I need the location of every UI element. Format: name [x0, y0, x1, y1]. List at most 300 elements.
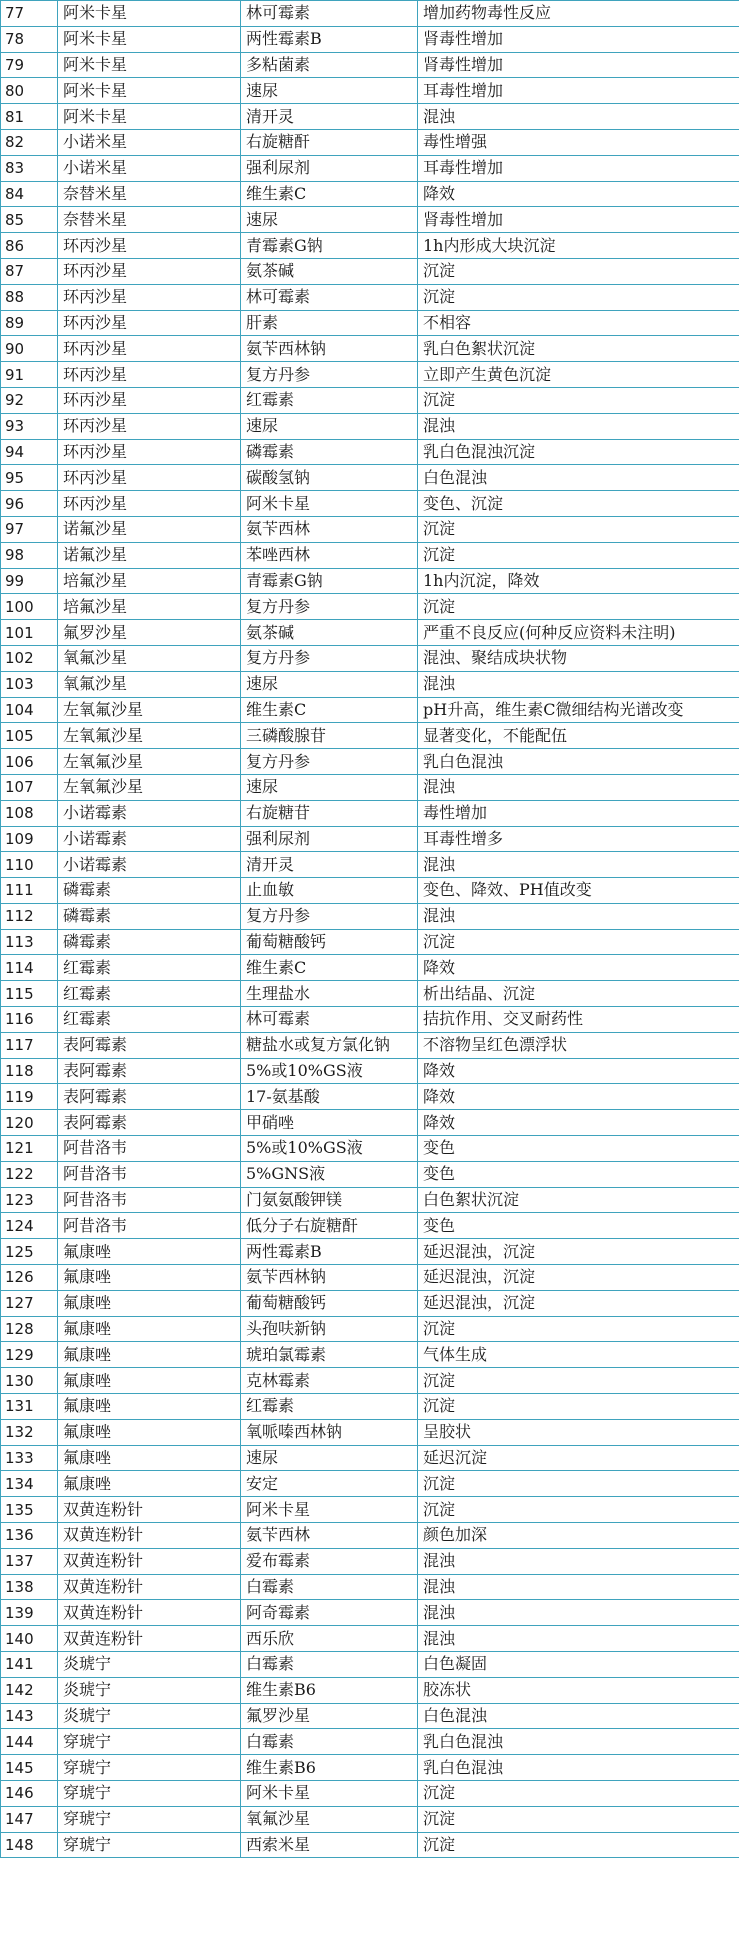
table-row [1, 439, 739, 465]
drug-name-cell: 红霉素 [58, 1007, 241, 1033]
row-number-cell: 102 [1, 645, 58, 671]
incompatible-drug-cell: 氨苄西林钠 [241, 336, 418, 362]
result-cell: 变色、沉淀 [418, 491, 739, 517]
drug-name-cell: 培氟沙星 [58, 594, 241, 620]
table-row [1, 1, 739, 27]
drug-name-cell: 穿琥宁 [58, 1755, 241, 1781]
table-row [1, 1755, 739, 1781]
drug-name-cell: 表阿霉素 [58, 1110, 241, 1136]
result-cell: 颜色加深 [418, 1523, 739, 1549]
drug-name-cell: 穿琥宁 [58, 1832, 241, 1858]
table-row [1, 1780, 739, 1806]
table-row [1, 1316, 739, 1342]
table-row [1, 78, 739, 104]
result-cell: 混浊 [418, 671, 739, 697]
row-number-cell: 84 [1, 181, 58, 207]
row-number-cell: 139 [1, 1600, 58, 1626]
incompatible-drug-cell: 清开灵 [241, 852, 418, 878]
row-number-cell: 141 [1, 1652, 58, 1678]
result-cell: 沉淀 [418, 1316, 739, 1342]
table-body [1, 1, 739, 1858]
drug-name-cell: 红霉素 [58, 981, 241, 1007]
incompatible-drug-cell: 复方丹参 [241, 749, 418, 775]
result-cell: 耳毒性增多 [418, 826, 739, 852]
drug-name-cell: 阿米卡星 [58, 26, 241, 52]
result-cell: 混浊 [418, 104, 739, 130]
incompatible-drug-cell: 西索米星 [241, 1832, 418, 1858]
row-number-cell: 123 [1, 1187, 58, 1213]
result-cell: 呈胶状 [418, 1419, 739, 1445]
table-row [1, 671, 739, 697]
result-cell: 变色 [418, 1213, 739, 1239]
drug-name-cell: 磷霉素 [58, 878, 241, 904]
result-cell: 乳白色混浊 [418, 1729, 739, 1755]
result-cell: 混浊 [418, 903, 739, 929]
result-cell: 延迟沉淀 [418, 1445, 739, 1471]
incompatible-drug-cell: 阿米卡星 [241, 1497, 418, 1523]
result-cell: 白色混浊 [418, 465, 739, 491]
row-number-cell: 117 [1, 1032, 58, 1058]
incompatible-drug-cell: 氧哌嗪西林钠 [241, 1419, 418, 1445]
table-row [1, 52, 739, 78]
incompatible-drug-cell: 速尿 [241, 413, 418, 439]
table-row [1, 1548, 739, 1574]
incompatible-drug-cell: 氨茶碱 [241, 258, 418, 284]
incompatible-drug-cell: 两性霉素B [241, 1239, 418, 1265]
result-cell: 降效 [418, 1058, 739, 1084]
table-row [1, 336, 739, 362]
row-number-cell: 95 [1, 465, 58, 491]
result-cell: 立即产生黄色沉淀 [418, 362, 739, 388]
incompatible-drug-cell: 止血敏 [241, 878, 418, 904]
drug-name-cell: 双黄连粉针 [58, 1600, 241, 1626]
table-row [1, 1368, 739, 1394]
drug-name-cell: 炎琥宁 [58, 1652, 241, 1678]
table-row [1, 155, 739, 181]
row-number-cell: 113 [1, 929, 58, 955]
row-number-cell: 137 [1, 1548, 58, 1574]
incompatible-drug-cell: 门氨氨酸钾镁 [241, 1187, 418, 1213]
table-row [1, 1213, 739, 1239]
drug-name-cell: 环丙沙星 [58, 387, 241, 413]
incompatible-drug-cell: 苯唑西林 [241, 542, 418, 568]
incompatible-drug-cell: 阿米卡星 [241, 491, 418, 517]
table-row [1, 1600, 739, 1626]
table-row [1, 1523, 739, 1549]
incompatible-drug-cell: 青霉素G钠 [241, 233, 418, 259]
result-cell: 混浊 [418, 774, 739, 800]
table-row [1, 1394, 739, 1420]
row-number-cell: 129 [1, 1342, 58, 1368]
row-number-cell: 93 [1, 413, 58, 439]
row-number-cell: 77 [1, 1, 58, 27]
result-cell: 沉淀 [418, 1780, 739, 1806]
row-number-cell: 79 [1, 52, 58, 78]
incompatible-drug-cell: 维生素B6 [241, 1677, 418, 1703]
row-number-cell: 80 [1, 78, 58, 104]
incompatible-drug-cell: 克林霉素 [241, 1368, 418, 1394]
incompatible-drug-cell: 生理盐水 [241, 981, 418, 1007]
drug-name-cell: 氟罗沙星 [58, 620, 241, 646]
table-row [1, 387, 739, 413]
result-cell: 延迟混浊，沉淀 [418, 1290, 739, 1316]
incompatible-drug-cell: 琥珀氯霉素 [241, 1342, 418, 1368]
incompatible-drug-cell: 红霉素 [241, 387, 418, 413]
result-cell: 沉淀 [418, 258, 739, 284]
table-row [1, 1652, 739, 1678]
drug-name-cell: 表阿霉素 [58, 1058, 241, 1084]
row-number-cell: 94 [1, 439, 58, 465]
row-number-cell: 112 [1, 903, 58, 929]
drug-name-cell: 氟康唑 [58, 1471, 241, 1497]
result-cell: 变色 [418, 1136, 739, 1162]
table-row [1, 826, 739, 852]
drug-name-cell: 阿昔洛韦 [58, 1136, 241, 1162]
table-row [1, 1265, 739, 1291]
table-row [1, 1497, 739, 1523]
row-number-cell: 130 [1, 1368, 58, 1394]
result-cell: 拮抗作用、交叉耐药性 [418, 1007, 739, 1033]
row-number-cell: 96 [1, 491, 58, 517]
incompatible-drug-cell: 5%或10%GS液 [241, 1136, 418, 1162]
drug-name-cell: 双黄连粉针 [58, 1497, 241, 1523]
incompatible-drug-cell: 葡萄糖酸钙 [241, 1290, 418, 1316]
incompatible-drug-cell: 5%或10%GS液 [241, 1058, 418, 1084]
drug-name-cell: 氧氟沙星 [58, 671, 241, 697]
drug-name-cell: 环丙沙星 [58, 284, 241, 310]
drug-name-cell: 诺氟沙星 [58, 516, 241, 542]
row-number-cell: 143 [1, 1703, 58, 1729]
drug-name-cell: 环丙沙星 [58, 336, 241, 362]
table-row [1, 1471, 739, 1497]
incompatible-drug-cell: 两性霉素B [241, 26, 418, 52]
row-number-cell: 83 [1, 155, 58, 181]
drug-name-cell: 双黄连粉针 [58, 1574, 241, 1600]
incompatible-drug-cell: 氨苄西林 [241, 1523, 418, 1549]
drug-name-cell: 氟康唑 [58, 1368, 241, 1394]
drug-name-cell: 穿琥宁 [58, 1806, 241, 1832]
incompatible-drug-cell: 氨茶碱 [241, 620, 418, 646]
table-row [1, 981, 739, 1007]
row-number-cell: 101 [1, 620, 58, 646]
row-number-cell: 134 [1, 1471, 58, 1497]
drug-name-cell: 磷霉素 [58, 929, 241, 955]
row-number-cell: 147 [1, 1806, 58, 1832]
incompatible-drug-cell: 5%GNS液 [241, 1161, 418, 1187]
result-cell: 乳白色混浊 [418, 749, 739, 775]
table-row [1, 1136, 739, 1162]
drug-name-cell: 双黄连粉针 [58, 1548, 241, 1574]
result-cell: 降效 [418, 1110, 739, 1136]
drug-name-cell: 环丙沙星 [58, 413, 241, 439]
row-number-cell: 121 [1, 1136, 58, 1162]
result-cell: 降效 [418, 955, 739, 981]
drug-name-cell: 小诺霉素 [58, 800, 241, 826]
row-number-cell: 89 [1, 310, 58, 336]
table-row [1, 1729, 739, 1755]
table-row [1, 1290, 739, 1316]
result-cell: 混浊、聚结成块状物 [418, 645, 739, 671]
row-number-cell: 110 [1, 852, 58, 878]
drug-name-cell: 氟康唑 [58, 1316, 241, 1342]
incompatible-drug-cell: 糖盐水或复方氯化钠 [241, 1032, 418, 1058]
table-row [1, 1677, 739, 1703]
incompatible-drug-cell: 碳酸氢钠 [241, 465, 418, 491]
result-cell: 耳毒性增加 [418, 78, 739, 104]
incompatible-drug-cell: 阿米卡星 [241, 1780, 418, 1806]
row-number-cell: 126 [1, 1265, 58, 1291]
result-cell: 析出结晶、沉淀 [418, 981, 739, 1007]
incompatible-drug-cell: 甲硝唑 [241, 1110, 418, 1136]
table-row [1, 697, 739, 723]
table-row [1, 1832, 739, 1858]
incompatible-drug-cell: 复方丹参 [241, 594, 418, 620]
incompatible-drug-cell: 维生素C [241, 955, 418, 981]
drug-name-cell: 表阿霉素 [58, 1032, 241, 1058]
row-number-cell: 111 [1, 878, 58, 904]
table-row [1, 1110, 739, 1136]
incompatible-drug-cell: 林可霉素 [241, 1, 418, 27]
table-row [1, 258, 739, 284]
drug-name-cell: 氟康唑 [58, 1265, 241, 1291]
result-cell: 气体生成 [418, 1342, 739, 1368]
incompatible-drug-cell: 速尿 [241, 774, 418, 800]
incompatible-drug-cell: 氨苄西林 [241, 516, 418, 542]
table-row [1, 1187, 739, 1213]
incompatible-drug-cell: 氨苄西林钠 [241, 1265, 418, 1291]
incompatible-drug-cell: 安定 [241, 1471, 418, 1497]
result-cell: 不相容 [418, 310, 739, 336]
drug-name-cell: 小诺霉素 [58, 852, 241, 878]
table-row [1, 594, 739, 620]
result-cell: 白色絮状沉淀 [418, 1187, 739, 1213]
incompatible-drug-cell: 清开灵 [241, 104, 418, 130]
drug-name-cell: 炎琥宁 [58, 1677, 241, 1703]
row-number-cell: 100 [1, 594, 58, 620]
drug-name-cell: 阿昔洛韦 [58, 1213, 241, 1239]
drug-name-cell: 氟康唑 [58, 1419, 241, 1445]
incompatible-drug-cell: 三磷酸腺苷 [241, 723, 418, 749]
drug-name-cell: 阿米卡星 [58, 1, 241, 27]
drug-name-cell: 双黄连粉针 [58, 1523, 241, 1549]
result-cell: 沉淀 [418, 594, 739, 620]
result-cell: 乳白色混浊 [418, 1755, 739, 1781]
table-row [1, 852, 739, 878]
row-number-cell: 118 [1, 1058, 58, 1084]
row-number-cell: 131 [1, 1394, 58, 1420]
row-number-cell: 136 [1, 1523, 58, 1549]
result-cell: 延迟混浊，沉淀 [418, 1239, 739, 1265]
drug-name-cell: 环丙沙星 [58, 491, 241, 517]
incompatible-drug-cell: 葡萄糖酸钙 [241, 929, 418, 955]
row-number-cell: 146 [1, 1780, 58, 1806]
drug-name-cell: 氟康唑 [58, 1445, 241, 1471]
table-row [1, 1806, 739, 1832]
row-number-cell: 133 [1, 1445, 58, 1471]
row-number-cell: 78 [1, 26, 58, 52]
table-row [1, 284, 739, 310]
row-number-cell: 116 [1, 1007, 58, 1033]
table-row [1, 516, 739, 542]
row-number-cell: 85 [1, 207, 58, 233]
drug-name-cell: 奈替米星 [58, 181, 241, 207]
table-row [1, 1626, 739, 1652]
result-cell: 混浊 [418, 1626, 739, 1652]
result-cell: 混浊 [418, 413, 739, 439]
row-number-cell: 104 [1, 697, 58, 723]
table-row [1, 903, 739, 929]
drug-name-cell: 氟康唑 [58, 1239, 241, 1265]
drug-name-cell: 左氧氟沙星 [58, 697, 241, 723]
incompatible-drug-cell: 氧氟沙星 [241, 1806, 418, 1832]
row-number-cell: 92 [1, 387, 58, 413]
result-cell: 乳白色絮状沉淀 [418, 336, 739, 362]
incompatible-drug-cell: 肝素 [241, 310, 418, 336]
drug-name-cell: 小诺米星 [58, 155, 241, 181]
incompatible-drug-cell: 速尿 [241, 671, 418, 697]
incompatible-drug-cell: 复方丹参 [241, 645, 418, 671]
incompatible-drug-cell: 右旋糖酐 [241, 129, 418, 155]
table-row [1, 26, 739, 52]
result-cell: 混浊 [418, 1548, 739, 1574]
row-number-cell: 138 [1, 1574, 58, 1600]
drug-name-cell: 表阿霉素 [58, 1084, 241, 1110]
row-number-cell: 135 [1, 1497, 58, 1523]
table-row [1, 1574, 739, 1600]
incompatible-drug-cell: 速尿 [241, 1445, 418, 1471]
row-number-cell: 106 [1, 749, 58, 775]
table-row [1, 1703, 739, 1729]
row-number-cell: 132 [1, 1419, 58, 1445]
result-cell: 沉淀 [418, 1394, 739, 1420]
table-row [1, 1419, 739, 1445]
incompatible-drug-cell: 速尿 [241, 207, 418, 233]
row-number-cell: 90 [1, 336, 58, 362]
table-row [1, 413, 739, 439]
row-number-cell: 120 [1, 1110, 58, 1136]
row-number-cell: 103 [1, 671, 58, 697]
result-cell: 变色 [418, 1161, 739, 1187]
incompatible-drug-cell: 维生素B6 [241, 1755, 418, 1781]
table-row [1, 1342, 739, 1368]
result-cell: 沉淀 [418, 1832, 739, 1858]
table-row [1, 1239, 739, 1265]
result-cell: 1h内形成大块沉淀 [418, 233, 739, 259]
table-row [1, 104, 739, 130]
drug-name-cell: 培氟沙星 [58, 568, 241, 594]
result-cell: 白色凝固 [418, 1652, 739, 1678]
result-cell: 降效 [418, 1084, 739, 1110]
table-row [1, 749, 739, 775]
drug-name-cell: 穿琥宁 [58, 1729, 241, 1755]
drug-name-cell: 环丙沙星 [58, 465, 241, 491]
result-cell: 1h内沉淀，降效 [418, 568, 739, 594]
drug-name-cell: 环丙沙星 [58, 310, 241, 336]
table-row [1, 1084, 739, 1110]
result-cell: 胶冻状 [418, 1677, 739, 1703]
row-number-cell: 105 [1, 723, 58, 749]
result-cell: 沉淀 [418, 516, 739, 542]
table-row [1, 723, 739, 749]
row-number-cell: 127 [1, 1290, 58, 1316]
drug-name-cell: 环丙沙星 [58, 233, 241, 259]
result-cell: 耳毒性增加 [418, 155, 739, 181]
incompatible-drug-cell: 白霉素 [241, 1652, 418, 1678]
result-cell: 变色、降效、PH值改变 [418, 878, 739, 904]
drug-name-cell: 阿昔洛韦 [58, 1187, 241, 1213]
result-cell: 沉淀 [418, 542, 739, 568]
incompatible-drug-cell: 强利尿剂 [241, 826, 418, 852]
result-cell: 毒性增加 [418, 800, 739, 826]
incompatible-drug-cell: 阿奇霉素 [241, 1600, 418, 1626]
result-cell: 增加药物毒性反应 [418, 1, 739, 27]
row-number-cell: 148 [1, 1832, 58, 1858]
row-number-cell: 122 [1, 1161, 58, 1187]
result-cell: 肾毒性增加 [418, 26, 739, 52]
drug-name-cell: 炎琥宁 [58, 1703, 241, 1729]
result-cell: 肾毒性增加 [418, 52, 739, 78]
row-number-cell: 142 [1, 1677, 58, 1703]
table-row [1, 465, 739, 491]
drug-name-cell: 阿米卡星 [58, 104, 241, 130]
drug-name-cell: 氟康唑 [58, 1394, 241, 1420]
row-number-cell: 114 [1, 955, 58, 981]
incompatible-drug-cell: 右旋糖苷 [241, 800, 418, 826]
table-row [1, 568, 739, 594]
drug-name-cell: 阿米卡星 [58, 52, 241, 78]
row-number-cell: 140 [1, 1626, 58, 1652]
row-number-cell: 125 [1, 1239, 58, 1265]
incompatible-drug-cell: 维生素C [241, 697, 418, 723]
incompatible-drug-cell: 林可霉素 [241, 284, 418, 310]
drug-name-cell: 阿昔洛韦 [58, 1161, 241, 1187]
incompatible-drug-cell: 头孢呋新钠 [241, 1316, 418, 1342]
incompatible-drug-cell: 强利尿剂 [241, 155, 418, 181]
row-number-cell: 81 [1, 104, 58, 130]
result-cell: 沉淀 [418, 1368, 739, 1394]
result-cell: 肾毒性增加 [418, 207, 739, 233]
drug-name-cell: 红霉素 [58, 955, 241, 981]
table-row [1, 955, 739, 981]
incompatible-drug-cell: 维生素C [241, 181, 418, 207]
drug-name-cell: 环丙沙星 [58, 439, 241, 465]
table-row [1, 542, 739, 568]
row-number-cell: 107 [1, 774, 58, 800]
incompatible-drug-cell: 爱布霉素 [241, 1548, 418, 1574]
table-row [1, 878, 739, 904]
drug-name-cell: 左氧氟沙星 [58, 749, 241, 775]
result-cell: 混浊 [418, 852, 739, 878]
drug-name-cell: 左氧氟沙星 [58, 723, 241, 749]
table-row [1, 800, 739, 826]
incompatible-drug-cell: 白霉素 [241, 1574, 418, 1600]
result-cell: 沉淀 [418, 284, 739, 310]
incompatible-drug-cell: 低分子右旋糖酐 [241, 1213, 418, 1239]
drug-name-cell: 磷霉素 [58, 903, 241, 929]
row-number-cell: 128 [1, 1316, 58, 1342]
row-number-cell: 144 [1, 1729, 58, 1755]
result-cell: 降效 [418, 181, 739, 207]
drug-name-cell: 诺氟沙星 [58, 542, 241, 568]
row-number-cell: 82 [1, 129, 58, 155]
row-number-cell: 97 [1, 516, 58, 542]
table-row [1, 233, 739, 259]
row-number-cell: 88 [1, 284, 58, 310]
result-cell: 沉淀 [418, 1806, 739, 1832]
incompatible-drug-cell: 复方丹参 [241, 362, 418, 388]
table-row [1, 362, 739, 388]
table-row [1, 645, 739, 671]
